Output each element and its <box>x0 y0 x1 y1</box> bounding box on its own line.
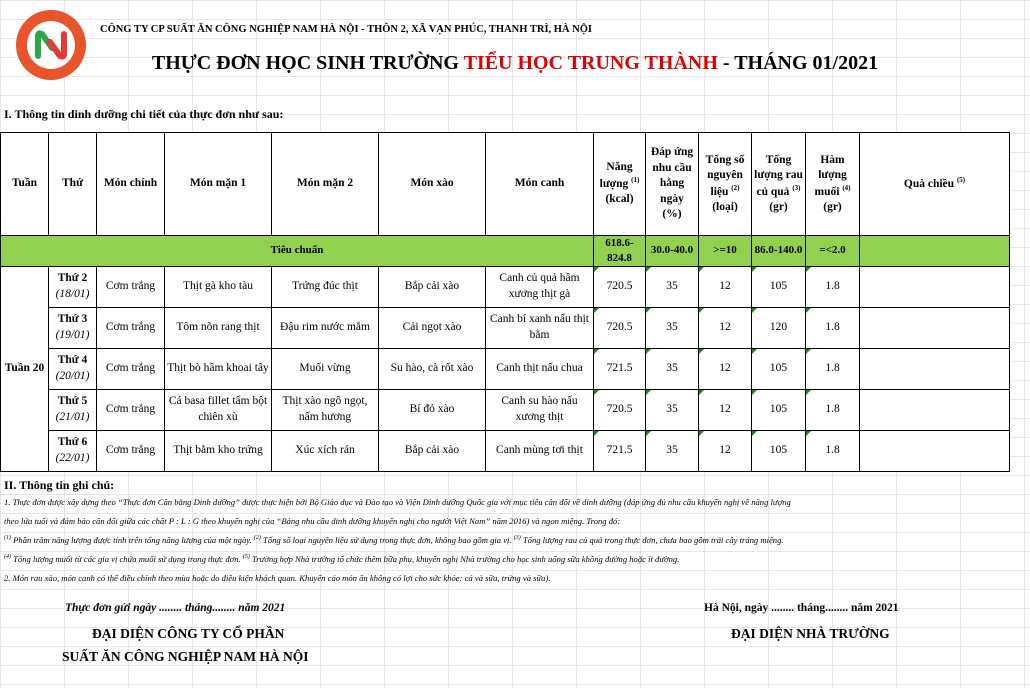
energy-cell: 721.5 <box>594 348 646 389</box>
snack-cell <box>860 307 1010 348</box>
salt-cell: 1.8 <box>806 266 860 307</box>
table-row <box>1 307 1010 348</box>
vegetables-cell: 120 <box>752 307 806 348</box>
menu-table <box>0 132 1010 472</box>
savory-2-cell: Muối vừng <box>272 348 379 389</box>
snack-cell <box>860 348 1010 389</box>
savory-1-cell: Cá basa fillet tẩm bột chiên xù <box>165 389 272 430</box>
standard-vegetables: 86.0-140.0 <box>752 236 806 267</box>
salt-cell: 1.8 <box>806 348 860 389</box>
savory-2-cell: Thịt xào ngô ngọt, nấm hương <box>272 389 379 430</box>
soup-cell: Canh thịt nấu chua <box>486 348 594 389</box>
day-cell: Thứ 5 (21/01) <box>49 389 97 430</box>
table-row <box>1 266 1010 307</box>
week-label: Tuần 20 <box>1 266 49 471</box>
stir-fry-cell: Bắp cải xào <box>379 266 486 307</box>
standard-label: Tiêu chuẩn <box>1 236 594 267</box>
snack-cell <box>860 389 1010 430</box>
daily-need-cell: 35 <box>646 266 699 307</box>
daily-need-cell: 35 <box>646 389 699 430</box>
soup-cell: Canh su hào nấu xương thịt <box>486 389 594 430</box>
standard-daily-need: 30.0-40.0 <box>646 236 699 267</box>
company-representative: ĐẠI DIỆN CÔNG TY CỔ PHẦN <box>92 626 285 641</box>
daily-need-cell: 35 <box>646 348 699 389</box>
energy-cell: 720.5 <box>594 389 646 430</box>
snack-cell <box>860 430 1010 471</box>
savory-1-cell: Thịt gà kho tàu <box>165 266 272 307</box>
col-vegetables: Tổng lượng rau củ quả $^{(3)}$ (gr) <box>752 133 806 236</box>
day-cell: Thứ 2 (18/01) <box>49 266 97 307</box>
col-salt: Hàm lượng muối $^{(4)}$ (gr) <box>806 133 860 236</box>
standard-energy: 618.6-824.8 <box>594 236 646 267</box>
ingredients-cell: 12 <box>699 430 752 471</box>
section-nutrition-heading: I. Thông tin dinh dưỡng chi tiết của thực đơn như sau: <box>4 107 284 121</box>
energy-cell: 720.5 <box>594 266 646 307</box>
section-notes-heading: II. Thông tin ghi chú: <box>4 478 115 492</box>
sent-date: Thực đơn gửi ngày ........ tháng........ năm 2021 <box>65 602 286 614</box>
table-row <box>1 348 1010 389</box>
daily-need-cell: 35 <box>646 307 699 348</box>
col-ingredients: Tổng số nguyên liệu $^{(2)}$ (loại) <box>699 133 752 236</box>
vegetables-cell: 105 <box>752 266 806 307</box>
hanoi-date: Hà Nội, ngày ........ tháng........ năm 2021 <box>704 602 899 614</box>
standard-salt: =<2.0 <box>806 236 860 267</box>
col-day: Thứ <box>49 133 97 236</box>
ingredients-cell: 12 <box>699 389 752 430</box>
daily-need-cell: 35 <box>646 430 699 471</box>
day-cell: Thứ 3 (19/01) <box>49 307 97 348</box>
note-1-line-1: 1. Thực đơn được xây dựng theo “Thực đơn Cân bằng Dinh dưỡng” được thực hiện bởi Bộ Giáo dục và Đào tạo và Viện Dinh dưỡng Quốc gia với mục tiêu cân đối về dinh dưỡng (đáp ứng đủ nhu cầu khuyến nghị về năng lượng <box>4 497 791 507</box>
col-afternoon-snack: Quà chiều $^{(5)}$ <box>860 133 1010 236</box>
standard-ingredients: >=10 <box>699 236 752 267</box>
col-soup: Món canh <box>486 133 594 236</box>
savory-2-cell: Xúc xích rán <box>272 430 379 471</box>
col-stir-fry: Món xào <box>379 133 486 236</box>
note-footnotes-1-3: $^{(1)}$ Phần trăm năng lượng được tính trên tổng năng lượng của một ngày. $^{(2)}$ Tổng số loại nguyên liệu sử dụng trong thực đơn, không bao gồm gia vị. $^{(3)}$ Tổng lượng rau củ quả trong thực đơn, chưa bao gồm trái cây tráng miệng. <box>4 535 784 545</box>
stir-fry-cell: Cải ngọt xào <box>379 307 486 348</box>
col-savory-2: Món mặn 2 <box>272 133 379 236</box>
vegetables-cell: 105 <box>752 389 806 430</box>
savory-2-cell: Đậu rim nước mắm <box>272 307 379 348</box>
stir-fry-cell: Bí đỏ xào <box>379 389 486 430</box>
main-dish-cell: Cơm trắng <box>97 430 165 471</box>
energy-cell: 720.5 <box>594 307 646 348</box>
salt-cell: 1.8 <box>806 307 860 348</box>
savory-2-cell: Trứng đúc thịt <box>272 266 379 307</box>
salt-cell: 1.8 <box>806 389 860 430</box>
ingredients-cell: 12 <box>699 266 752 307</box>
day-cell: Thứ 6 (22/01) <box>49 430 97 471</box>
ingredients-cell: 12 <box>699 348 752 389</box>
col-savory-1: Món mặn 1 <box>165 133 272 236</box>
main-dish-cell: Cơm trắng <box>97 307 165 348</box>
savory-1-cell: Tôm nõn rang thịt <box>165 307 272 348</box>
col-week: Tuần <box>1 133 49 236</box>
school-name: TIỂU HỌC TRUNG THÀNH <box>463 52 718 74</box>
standard-snack <box>860 236 1010 267</box>
soup-cell: Canh bí xanh nấu thịt bằm <box>486 307 594 348</box>
note-2: 2. Món rau xào, món canh có thể điều chỉnh theo mùa hoặc do điều kiện khách quan. Khuyến cáo món ăn không có lợi cho sức khỏe: cá và sữa, trứng và sữa). <box>4 573 551 583</box>
table-row <box>1 389 1010 430</box>
stir-fry-cell: Bắp cải xào <box>379 430 486 471</box>
vegetables-cell: 105 <box>752 430 806 471</box>
soup-cell: Canh củ quả hầm xương thịt gà <box>486 266 594 307</box>
school-representative: ĐẠI DIỆN NHÀ TRƯỜNG <box>731 626 890 641</box>
salt-cell: 1.8 <box>806 430 860 471</box>
header-row <box>1 133 1010 236</box>
savory-1-cell: Thịt bằm kho trứng <box>165 430 272 471</box>
snack-cell <box>860 266 1010 307</box>
stir-fry-cell: Su hào, cà rốt xào <box>379 348 486 389</box>
standard-row <box>1 236 1010 267</box>
page-title: THỰC ĐƠN HỌC SINH TRƯỜNG TIỂU HỌC TRUNG THÀNH - THÁNG 01/2021 <box>151 52 879 74</box>
vegetables-cell: 105 <box>752 348 806 389</box>
ingredients-cell: 12 <box>699 307 752 348</box>
main-dish-cell: Cơm trắng <box>97 266 165 307</box>
main-dish-cell: Cơm trắng <box>97 348 165 389</box>
col-daily-need: Đáp ứng nhu cầu hằng ngày (%) <box>646 133 699 236</box>
note-1-line-2: theo lứa tuổi và đảm bảo cân đối giữa các chất P : L : G theo khuyến nghị của “Bảng nhu cầu dinh dưỡng khuyến nghị cho người Việt Nam” năm 2016) và ngon miệng. Trong đó: <box>4 516 621 526</box>
company-representative-name: SUẤT ĂN CÔNG NGHIỆP NAM HÀ NỘI <box>62 649 309 664</box>
col-energy: Năng lượng $^{(1)}$ (kcal) <box>594 133 646 236</box>
table-row <box>1 430 1010 471</box>
savory-1-cell: Thịt bò hầm khoai tây <box>165 348 272 389</box>
energy-cell: 721.5 <box>594 430 646 471</box>
company-address: CÔNG TY CP SUẤT ĂN CÔNG NGHIỆP NAM HÀ NỘI - THÔN 2, XÃ VẠN PHÚC, THANH TRÌ, HÀ NỘI <box>100 24 592 35</box>
day-cell: Thứ 4 (20/01) <box>49 348 97 389</box>
main-dish-cell: Cơm trắng <box>97 389 165 430</box>
soup-cell: Canh mùng tơi thịt <box>486 430 594 471</box>
note-footnotes-4-5: $^{(4)}$ Tổng lượng muối từ các gia vị chứa muối sử dụng trong thực đơn. $^{(5)}$ Trường hợp Nhà trường tổ chức thêm bữa phụ, khuyến nghị Nhà trường cho học sinh uống sữa không đường hoặc ít đường. <box>4 554 680 564</box>
col-main-dish: Món chính <box>97 133 165 236</box>
